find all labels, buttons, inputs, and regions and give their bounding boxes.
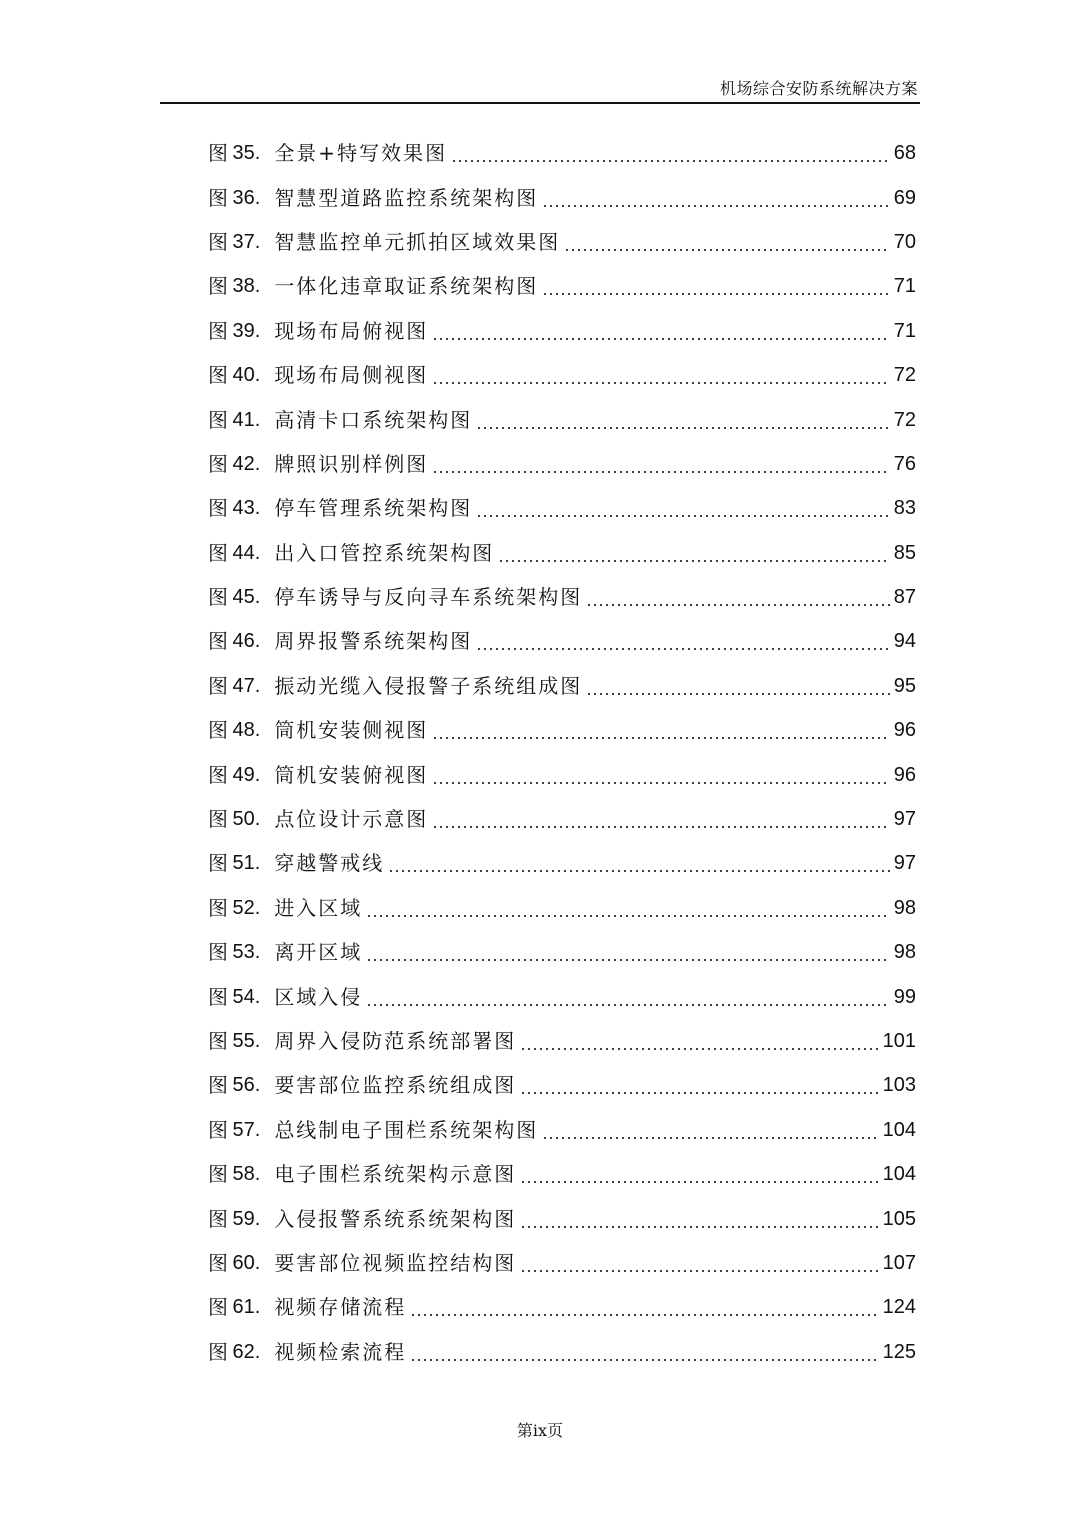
toc-entry-prefix: 图 bbox=[208, 895, 229, 920]
toc-entry[interactable] bbox=[208, 1108, 916, 1152]
toc-entry-page: 83 bbox=[893, 497, 916, 520]
toc-entry-prefix: 图 bbox=[208, 851, 229, 876]
toc-entry-prefix: 图 bbox=[208, 1073, 229, 1098]
toc-dot-leader bbox=[476, 427, 889, 429]
toc-dot-leader bbox=[366, 1004, 889, 1006]
toc-dot-leader bbox=[432, 382, 889, 384]
page-number: 第ix页 bbox=[516, 1421, 564, 1440]
toc-entry-number: 58. bbox=[232, 1163, 261, 1186]
toc-entry-title: 智慧监控单元抓拍区域效果图 bbox=[274, 229, 561, 254]
toc-entry-number: 40. bbox=[232, 364, 261, 387]
toc-dot-leader bbox=[542, 205, 889, 207]
toc-dot-leader bbox=[432, 737, 889, 739]
toc-entry-number: 42. bbox=[232, 452, 261, 475]
toc-entry-prefix: 图 bbox=[208, 984, 229, 1009]
toc-entry-page: 124 bbox=[882, 1296, 916, 1319]
document-title: 机场综合安防系统解决方案 bbox=[719, 79, 918, 98]
toc-dot-leader bbox=[451, 160, 890, 162]
toc-entry-page: 71 bbox=[893, 275, 916, 298]
toc-entry-page: 98 bbox=[893, 896, 916, 919]
toc-entry-number: 53. bbox=[232, 941, 261, 964]
toc-entry-page: 97 bbox=[893, 852, 916, 875]
toc-entry-number: 61. bbox=[232, 1296, 261, 1319]
toc-entry-number: 36. bbox=[232, 186, 261, 209]
toc-entry-title: 停车诱导与反向寻车系统架构图 bbox=[274, 585, 583, 610]
toc-entry-number: 49. bbox=[232, 763, 261, 786]
toc-entry-number: 44. bbox=[232, 541, 261, 564]
toc-entry[interactable] bbox=[208, 841, 916, 885]
toc-entry-title: 入侵报警系统系统架构图 bbox=[274, 1206, 517, 1231]
toc-dot-leader bbox=[366, 959, 889, 961]
toc-entry-title: 筒机安装俯视图 bbox=[274, 762, 429, 787]
toc-entry-number: 59. bbox=[232, 1207, 261, 1230]
toc-entry-number: 54. bbox=[232, 985, 261, 1008]
toc-entry-title: 进入区域 bbox=[274, 895, 363, 920]
toc-entry-prefix: 图 bbox=[208, 1250, 229, 1275]
toc-entry-prefix: 图 bbox=[208, 940, 229, 965]
toc-dot-leader bbox=[586, 604, 889, 606]
toc-entry[interactable] bbox=[208, 1241, 916, 1285]
toc-entry-title: 总线制电子围栏系统架构图 bbox=[274, 1117, 539, 1142]
toc-entry-page: 72 bbox=[893, 364, 916, 387]
toc-entry-page: 87 bbox=[893, 586, 916, 609]
toc-entry-title: 高清卡口系统架构图 bbox=[274, 407, 473, 432]
toc-entry[interactable] bbox=[208, 397, 916, 441]
toc-entry-number: 45. bbox=[232, 586, 261, 609]
toc-entry-number: 46. bbox=[232, 630, 261, 653]
toc-dot-leader bbox=[542, 1137, 878, 1139]
toc-entry[interactable] bbox=[208, 175, 916, 219]
toc-entry-title: 筒机安装侧视图 bbox=[274, 718, 429, 743]
toc-entry-page: 72 bbox=[893, 408, 916, 431]
toc-entry-prefix: 图 bbox=[208, 718, 229, 743]
toc-dot-leader bbox=[366, 915, 889, 917]
toc-entry-page: 98 bbox=[893, 941, 916, 964]
toc-entry-page: 96 bbox=[893, 719, 916, 742]
toc-entry-prefix: 图 bbox=[208, 540, 229, 565]
toc-entry[interactable] bbox=[208, 309, 916, 353]
toc-entry[interactable] bbox=[208, 264, 916, 308]
toc-entry-page: 71 bbox=[893, 319, 916, 342]
toc-entry-page: 125 bbox=[882, 1340, 916, 1363]
toc-dot-leader bbox=[498, 560, 889, 562]
toc-entry[interactable] bbox=[208, 353, 916, 397]
toc-entry-number: 52. bbox=[232, 896, 261, 919]
toc-entry-prefix: 图 bbox=[208, 585, 229, 610]
toc-entry-page: 104 bbox=[882, 1118, 916, 1141]
toc-entry-title: 周界报警系统架构图 bbox=[274, 629, 473, 654]
toc-dot-leader bbox=[476, 515, 889, 517]
toc-entry[interactable] bbox=[208, 220, 916, 264]
toc-entry-page: 94 bbox=[893, 630, 916, 653]
toc-entry[interactable] bbox=[208, 1019, 916, 1063]
toc-entry-prefix: 图 bbox=[208, 1117, 229, 1142]
toc-entry-page: 107 bbox=[882, 1251, 916, 1274]
toc-entry-number: 41. bbox=[232, 408, 261, 431]
toc-entry[interactable] bbox=[208, 1285, 916, 1329]
toc-entry[interactable] bbox=[208, 1152, 916, 1196]
figure-toc-list bbox=[208, 131, 916, 1374]
toc-entry-number: 47. bbox=[232, 674, 261, 697]
toc-entry-prefix: 图 bbox=[208, 274, 229, 299]
toc-dot-leader bbox=[520, 1092, 878, 1094]
toc-entry[interactable] bbox=[208, 930, 916, 974]
toc-dot-leader bbox=[432, 338, 889, 340]
toc-entry-prefix: 图 bbox=[208, 141, 229, 166]
toc-dot-leader bbox=[410, 1359, 878, 1361]
toc-entry-prefix: 图 bbox=[208, 1339, 229, 1364]
toc-entry-title: 电子围栏系统架构示意图 bbox=[274, 1162, 517, 1187]
toc-entry-title: 视频存储流程 bbox=[274, 1295, 407, 1320]
toc-entry-page: 104 bbox=[882, 1163, 916, 1186]
toc-entry-prefix: 图 bbox=[208, 229, 229, 254]
toc-entry-number: 38. bbox=[232, 275, 261, 298]
toc-entry-page: 95 bbox=[893, 674, 916, 697]
toc-dot-leader bbox=[520, 1048, 878, 1050]
toc-entry-page: 70 bbox=[893, 230, 916, 253]
toc-entry-prefix: 图 bbox=[208, 629, 229, 654]
page-header bbox=[160, 70, 920, 104]
toc-entry[interactable] bbox=[208, 886, 916, 930]
toc-entry-title: 周界入侵防范系统部署图 bbox=[274, 1029, 517, 1053]
toc-entry-title: 智慧型道路监控系统架构图 bbox=[274, 185, 539, 210]
toc-entry-number: 39. bbox=[232, 319, 261, 342]
toc-entry[interactable] bbox=[208, 797, 916, 841]
toc-entry-title: 区域入侵 bbox=[274, 984, 363, 1009]
toc-entry-number: 48. bbox=[232, 719, 261, 742]
toc-dot-leader bbox=[542, 293, 889, 295]
toc-entry[interactable] bbox=[208, 1063, 916, 1107]
toc-entry-number: 51. bbox=[232, 852, 261, 875]
toc-entry-page: 68 bbox=[893, 142, 916, 165]
toc-entry-prefix: 图 bbox=[208, 762, 229, 787]
toc-entry[interactable] bbox=[208, 486, 916, 530]
toc-entry-title: 现场布局俯视图 bbox=[274, 318, 429, 343]
toc-entry-title: 点位设计示意图 bbox=[274, 807, 429, 832]
toc-entry-page: 76 bbox=[893, 452, 916, 475]
toc-entry-title: 出入口管控系统架构图 bbox=[274, 540, 495, 565]
toc-entry-title: 穿越警戒线 bbox=[274, 851, 385, 876]
toc-dot-leader bbox=[520, 1226, 878, 1228]
toc-entry-prefix: 图 bbox=[208, 407, 229, 432]
toc-dot-leader bbox=[564, 249, 889, 251]
toc-entry-number: 56. bbox=[232, 1074, 261, 1097]
toc-entry-page: 99 bbox=[893, 985, 916, 1008]
toc-entry-number: 62. bbox=[232, 1340, 261, 1363]
toc-entry[interactable] bbox=[208, 1330, 916, 1374]
toc-entry-prefix: 图 bbox=[208, 807, 229, 832]
toc-entry-prefix: 图 bbox=[208, 1295, 229, 1320]
toc-entry-title: 要害部位监控系统组成图 bbox=[274, 1073, 517, 1098]
toc-entry-page: 96 bbox=[893, 763, 916, 786]
toc-entry-prefix: 图 bbox=[208, 496, 229, 521]
toc-entry-number: 35. bbox=[232, 142, 261, 165]
toc-dot-leader bbox=[432, 782, 889, 784]
toc-dot-leader bbox=[520, 1181, 878, 1183]
toc-entry-title: 一体化违章取证系统架构图 bbox=[274, 274, 539, 299]
toc-entry-title: 要害部位视频监控结构图 bbox=[274, 1250, 517, 1275]
toc-entry-title: 离开区域 bbox=[274, 940, 363, 965]
toc-dot-leader bbox=[432, 826, 889, 828]
toc-entry-number: 37. bbox=[232, 230, 261, 253]
toc-entry-page: 101 bbox=[882, 1030, 916, 1052]
toc-entry-title: 牌照识别样例图 bbox=[274, 451, 429, 476]
toc-entry-number: 50. bbox=[232, 808, 261, 831]
toc-entry-prefix: 图 bbox=[208, 185, 229, 210]
toc-entry[interactable] bbox=[208, 708, 916, 752]
toc-entry-prefix: 图 bbox=[208, 1029, 229, 1053]
toc-dot-leader bbox=[520, 1270, 878, 1272]
toc-entry-title: 现场布局侧视图 bbox=[274, 363, 429, 388]
toc-entry-title: 全景+特写效果图 bbox=[274, 141, 448, 166]
toc-entry-page: 85 bbox=[893, 541, 916, 564]
toc-entry[interactable] bbox=[208, 575, 916, 619]
toc-entry[interactable] bbox=[208, 619, 916, 663]
toc-entry-page: 103 bbox=[882, 1074, 916, 1097]
toc-entry-prefix: 图 bbox=[208, 1162, 229, 1187]
toc-entry-title: 停车管理系统架构图 bbox=[274, 496, 473, 521]
toc-entry-prefix: 图 bbox=[208, 1206, 229, 1231]
toc-entry[interactable] bbox=[208, 131, 916, 175]
toc-entry-number: 43. bbox=[232, 497, 261, 520]
toc-entry-prefix: 图 bbox=[208, 673, 229, 698]
toc-entry[interactable] bbox=[208, 974, 916, 1018]
toc-dot-leader bbox=[432, 471, 889, 473]
toc-entry-page: 69 bbox=[893, 186, 916, 209]
toc-dot-leader bbox=[476, 648, 889, 650]
toc-dot-leader bbox=[410, 1314, 878, 1316]
toc-entry-prefix: 图 bbox=[208, 451, 229, 476]
toc-entry[interactable] bbox=[208, 1196, 916, 1240]
toc-entry-number: 55. bbox=[232, 1030, 261, 1052]
toc-entry-number: 57. bbox=[232, 1118, 261, 1141]
toc-entry[interactable] bbox=[208, 442, 916, 486]
toc-entry-page: 97 bbox=[893, 808, 916, 831]
toc-entry-prefix: 图 bbox=[208, 318, 229, 343]
toc-entry-prefix: 图 bbox=[208, 363, 229, 388]
toc-dot-leader bbox=[586, 693, 889, 695]
toc-entry-number: 60. bbox=[232, 1251, 261, 1274]
toc-entry[interactable] bbox=[208, 531, 916, 575]
toc-entry-title: 视频检索流程 bbox=[274, 1339, 407, 1364]
toc-entry[interactable] bbox=[208, 664, 916, 708]
toc-dot-leader bbox=[388, 870, 889, 872]
toc-entry-page: 105 bbox=[882, 1207, 916, 1230]
toc-entry-title: 振动光缆入侵报警子系统组成图 bbox=[274, 673, 583, 698]
toc-entry[interactable] bbox=[208, 752, 916, 796]
